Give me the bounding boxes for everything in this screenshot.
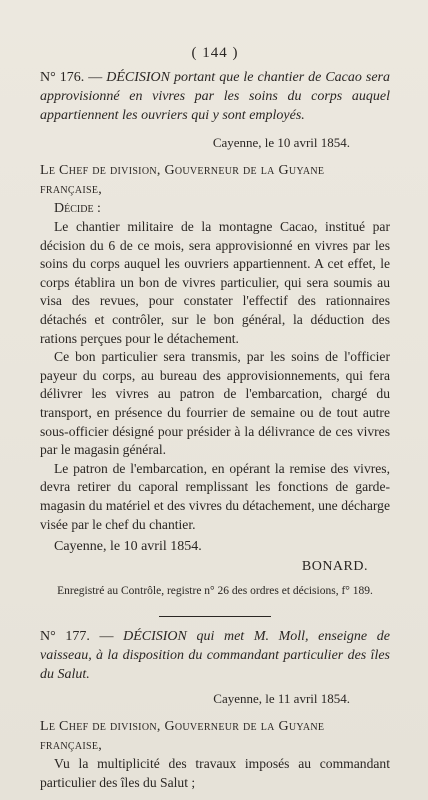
entry-177-paragraph-1: Vu la multiplicité des travaux imposés au commandant particulier des îles du Salut ; [40, 756, 390, 790]
entry-177-heading [40, 627, 390, 684]
entry-177-title: DÉCISION qui met M. Moll, enseigne de vaisseau, à la disposition du commandant particulier des îles du Salut. [40, 629, 390, 683]
entry-176-closing-date: Cayenne, le 10 avril 1854. [54, 539, 202, 555]
entry-177-signer: Le Chef de division, Gouverneur de la Guyane française, [40, 719, 325, 754]
page-number: ( 144 ) [191, 45, 239, 61]
entry-176-title: DÉCISION portant que le chantier de Cacao sera approvisionné en vivres par les soins du corps auquel appartiennent les ouvriers qui y sont employés. [40, 70, 390, 123]
entry-176-signature: BONARD. [301, 559, 368, 575]
entry-176-heading [40, 68, 390, 125]
entry-176-paragraph-3: Le patron de l'embarcation, en opérant la remise des vivres, devra retirer du caporal remplissant les fonctions de garde-magasin du matériel et des vivres du détachement, une décharge visée par le chef du chantier. [40, 460, 390, 532]
entry-177-number: N° 177. — [40, 629, 114, 645]
entry-176-decide: Décide : [54, 201, 101, 216]
entry-177-dateline: Cayenne, le 11 avril 1854. [213, 691, 350, 707]
section-divider [159, 616, 271, 617]
entry-176-signer: Le Chef de division, Gouverneur de la Guyane française, [40, 163, 325, 197]
entry-176-paragraph-2: Ce bon particulier sera transmis, par les soins de l'officier payeur du corps, au bureau des approvisionnements, qui fera délivrer les vivres au patron de l'embarcation, chargé du transport, en présence du fourrier de semaine ou de tout autre sous-officier désigné pour présider à la délivrance de ces vivres par le magasin général. [40, 349, 390, 458]
entry-176-dateline: Cayenne, le 10 avril 1854. [212, 135, 350, 150]
entry-176-number: N° 176. — [40, 70, 103, 85]
entry-176-registration: Enregistré au Contrôle, registre n° 26 des ordres et décisions, f° 189. [57, 585, 373, 598]
entry-176-paragraph-1: Le chantier militaire de la montagne Cacao, institué par décision du 6 de ce mois, sera approvisionné en vivres par les soins du corps auquel les ouvriers appartiennent. A cet effet, le corps établira un bon de vivres particulier, qui sera soumis au visa des revues, pour constater l'effectif des rationnaires détachés et contrôler, sur le bon général, la déduction des rations perçues pour le détachement. [40, 219, 390, 346]
